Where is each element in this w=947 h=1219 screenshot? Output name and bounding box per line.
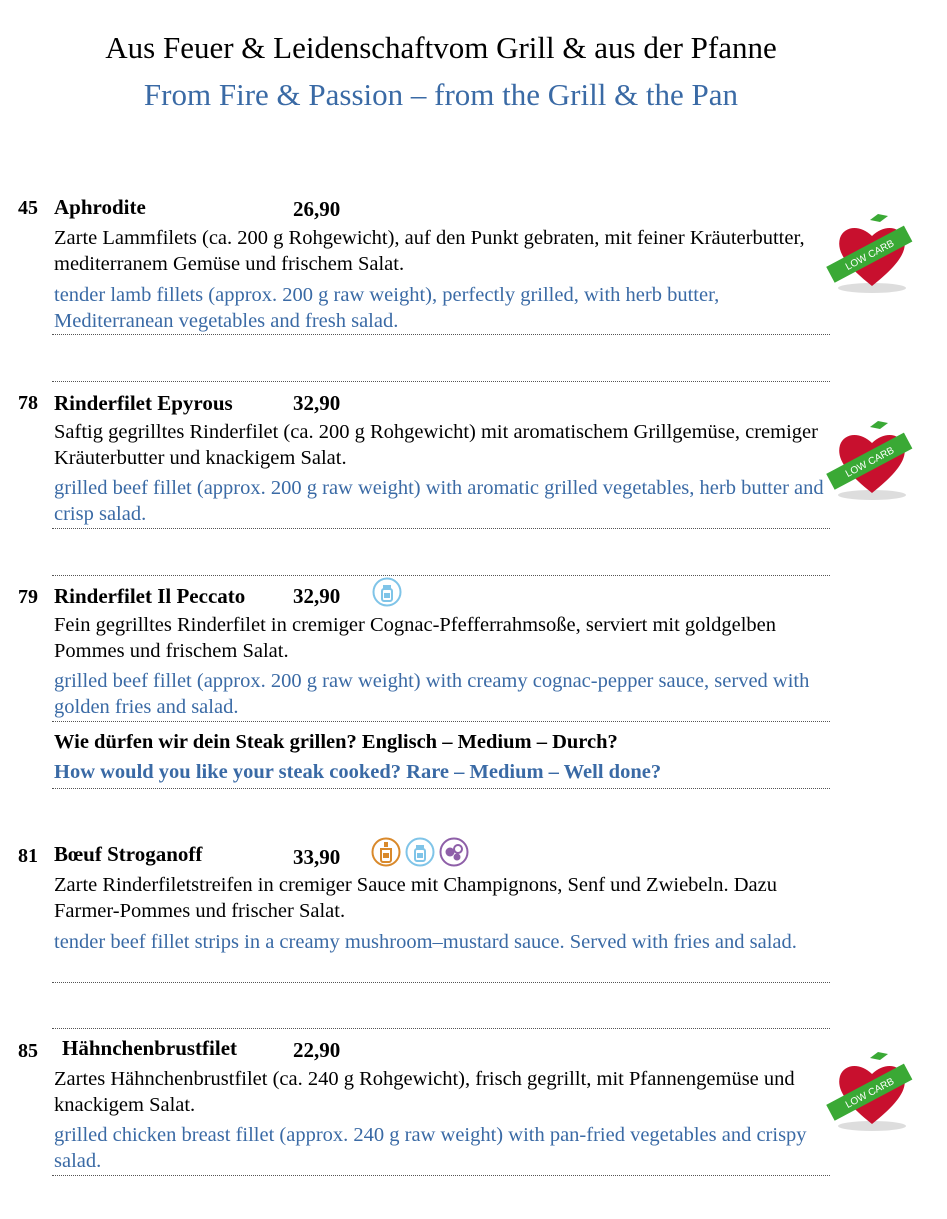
svg-text:LOW CARB: LOW CARB bbox=[843, 1076, 897, 1111]
low-carb-badge-icon bbox=[822, 1046, 914, 1138]
item-price: 32,90 bbox=[293, 584, 341, 608]
item-name: Aphrodite bbox=[54, 195, 146, 219]
dotted-divider bbox=[52, 381, 830, 382]
dotted-divider bbox=[52, 1028, 830, 1029]
dotted-divider bbox=[52, 788, 830, 789]
item-price: 32,90 bbox=[293, 391, 341, 415]
item-description-de: Zarte Lammfilets (ca. 200 g Rohgewicht), auf den Punkt gebraten, mit feiner Kräuterbutter, mediterranem Gemüse und frischem Salat. bbox=[54, 227, 805, 275]
dotted-divider bbox=[52, 334, 830, 335]
milk-bottle-icon bbox=[372, 577, 402, 607]
item-description-en: grilled beef fillet (approx. 200 g raw weight) with creamy cognac-pepper sauce, served with golden fries and salad. bbox=[54, 670, 810, 718]
item-name: Bœuf Stroganoff bbox=[54, 842, 203, 866]
item-description-de: Fein gegrilltes Rinderfilet in cremiger Cognac-Pfefferrahmsoße, serviert mit goldgelben Pommes und frischem Salat. bbox=[54, 614, 777, 662]
item-name: Rinderfilet Epyrous bbox=[54, 391, 233, 415]
milk-bottle-icon bbox=[405, 837, 435, 867]
svg-text:LOW CARB: LOW CARB bbox=[843, 238, 897, 273]
low-carb-badge-icon bbox=[822, 415, 914, 507]
item-number: 85 bbox=[18, 1040, 38, 1062]
item-price: 26,90 bbox=[293, 197, 341, 221]
item-description-en: grilled chicken breast fillet (approx. 240 g raw weight) with pan-fried vegetables and crispy salad. bbox=[54, 1124, 807, 1172]
dotted-divider bbox=[52, 528, 830, 529]
dotted-divider bbox=[52, 721, 830, 722]
item-price: 22,90 bbox=[293, 1038, 341, 1062]
item-number: 81 bbox=[18, 845, 38, 867]
item-description-en: tender beef fillet strips in a creamy mushroom–mustard sauce. Served with fries and salad. bbox=[54, 931, 797, 953]
item-price: 33,90 bbox=[293, 845, 341, 869]
item-number: 45 bbox=[18, 197, 38, 219]
dotted-divider bbox=[52, 1175, 830, 1176]
item-description-en: tender lamb fillets (approx. 200 g raw weight), perfectly grilled, with herb butter, Mediterranean vegetables and fresh salad. bbox=[54, 284, 720, 332]
mustard-bottle-icon bbox=[371, 837, 401, 867]
page-title: Aus Feuer & Leidenschaftvom Grill & aus der Pfanne bbox=[105, 30, 777, 65]
dotted-divider bbox=[52, 982, 830, 983]
item-description-en: grilled beef fillet (approx. 200 g raw weight) with aromatic grilled vegetables, herb butter and crisp salad. bbox=[54, 477, 824, 525]
page-subtitle: From Fire & Passion – from the Grill & the Pan bbox=[143, 77, 739, 112]
svg-text:LOW CARB: LOW CARB bbox=[843, 445, 897, 480]
item-description-de: Saftig gegrilltes Rinderfilet (ca. 200 g Rohgewicht) mit aromatischem Grillgemüse, cremiger Kräuterbutter und knackigem Salat. bbox=[54, 421, 818, 469]
item-number: 79 bbox=[18, 586, 38, 608]
item-name: Hähnchenbrustfilet bbox=[62, 1036, 238, 1060]
low-carb-badge-icon bbox=[822, 208, 914, 300]
item-description-de: Zarte Rinderfiletstreifen in cremiger Sauce mit Champignons, Senf und Zwiebeln. Dazu Farmer-Pommes und frischer Salat. bbox=[54, 874, 777, 922]
sulphite-icon bbox=[439, 837, 469, 867]
dotted-divider bbox=[52, 575, 830, 576]
steak-question-en: How would you like your steak cooked? Rare – Medium – Well done? bbox=[54, 761, 662, 783]
item-name: Rinderfilet Il Peccato bbox=[54, 584, 246, 608]
item-description-de: Zartes Hähnchenbrustfilet (ca. 240 g Rohgewicht), frisch gegrillt, mit Pfannengemüse und knackigem Salat. bbox=[54, 1068, 795, 1116]
item-number: 78 bbox=[18, 392, 38, 414]
steak-question-de: Wie dürfen wir dein Steak grillen? Englisch – Medium – Durch? bbox=[54, 731, 618, 753]
